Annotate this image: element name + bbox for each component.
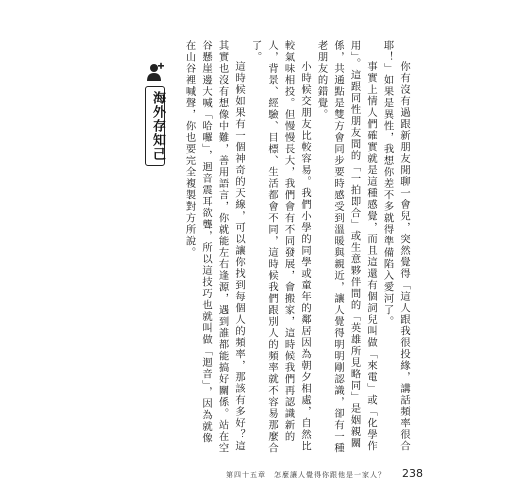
paragraph: 這時候如果有一個神奇的天線，可以讓你找到每個人的頻率，那該有多好？這其實也沒有想像中難，善用語言，你就能左右逢源，遇到誰都能搞好關係。站在空谷懸崖邊大喊「哈囉」，迴音震耳欲聾，所以這技巧也就叫做「迴音」，因為就像在山谷裡喊聲，你也要完全複製對方所說。 [183,40,245,454]
page-footer [226,468,446,484]
section-label: 海外存知己 [150,91,165,161]
body-text [112,40,412,455]
page-number: 238 [402,467,423,480]
paragraph: 事實上情人們確實就是這種感覺，而且這還有個詞兒叫做「來電」或「化學作用」。這跟同性朋友間的「一拍即合」或生意夥伴間的「英雄所見略同」是姻親關係，共通點是雙方會同步要時感受到溫暖與親近，讓人覺得明明剛認識，卻有一種老朋友的錯覺。 [315,40,377,454]
paragraph: 你有沒有過跟新朋友閒聊一會兒，突然覺得「這人跟我很投緣，講話頻率很合耶！」如果是異性，我想你差不多就得準備陷入愛河了。 [381,40,410,452]
paragraph: 小時候交朋友比較容易。我們小學的同學或童年的鄰居因為朝夕相處，自然比較氣味相投。但慢慢長大，我們會有不同發展，會搬家，這時候我們再認識新的人，背景、經驗、目標、生活都會不同，這時候我們跟別人的頻率就不容易那麼合了。 [249,40,311,454]
chapter-title: 第四十五章 怎麼讓人覺得你跟他是一家人？ [226,471,386,479]
